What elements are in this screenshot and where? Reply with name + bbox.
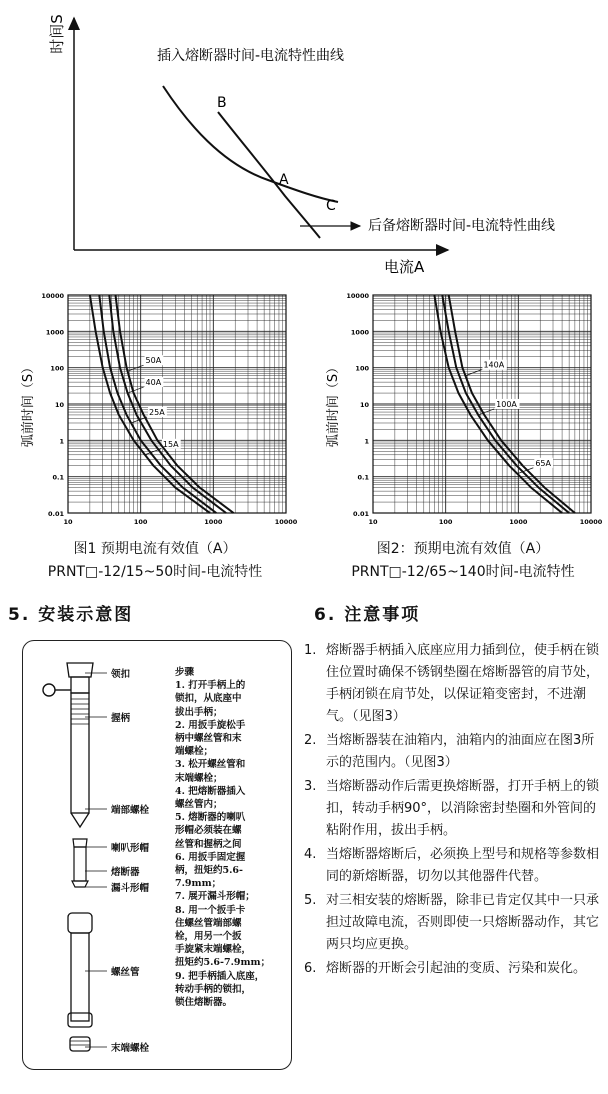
series-label: 25A [149, 407, 165, 417]
step-line: 拔出手柄； [175, 706, 223, 718]
part-label-fuse: 熔断器 [111, 867, 140, 878]
y-tick-label: 10000 [346, 292, 369, 300]
part-label-handle: 握柄 [111, 713, 131, 724]
y-tick-label: 0.01 [47, 510, 64, 518]
step-line: 锁住熔断器。 [175, 997, 233, 1009]
x-tick-label: 10000 [579, 518, 603, 526]
x-tick-label: 1000 [204, 518, 223, 526]
note-item [304, 958, 602, 980]
y-tick-label: 1000 [45, 328, 64, 337]
step-line: 4. 把熔断器插入 [175, 785, 246, 797]
series-label: 65A [535, 458, 551, 468]
note-number: 5. [304, 893, 317, 908]
note-text: 熔断器手柄插入底座应用力插到位，使手柄在锁住位置时确保不锈钢垫圈在熔断器管的肩节处，手柄闭锁在肩节处，以保证箱变密封，不进潮气。（见图3） [326, 643, 600, 724]
steps-heading: 步骤 [175, 667, 195, 678]
step-line: 柄中螺丝管和末 [175, 733, 242, 745]
step-line: 3. 松开螺丝管和 [175, 759, 246, 771]
schematic-y-label: 时间S [48, 14, 66, 54]
x-tick-label: 100 [438, 518, 453, 526]
y-tick-label: 10 [54, 401, 64, 409]
step-line: 端螺栓； [175, 746, 214, 758]
step-line: 8. 用一个扳手卡 [175, 904, 246, 916]
note-text: 熔断器的开断会引起油的变质、污染和炭化。 [326, 961, 587, 976]
y-tick-label: 0.1 [52, 473, 64, 482]
step-line: 7.9mm； [175, 878, 222, 890]
step-line: 锁扣，从底座中 [175, 693, 242, 705]
part-label-latch: 领扣 [111, 669, 131, 680]
chart-grid [373, 295, 591, 513]
note-item [304, 844, 602, 888]
note-text: 当熔断器装在油箱内，油箱内的油面应在图3所示的范围内。（见图3） [326, 733, 595, 770]
series-label: 15A [162, 439, 179, 449]
backup-curve-label: 后备熔断器时间-电流特性曲线 [368, 218, 556, 234]
step-line: 末端螺栓； [175, 772, 223, 784]
x-tick-label: 10000 [274, 518, 298, 526]
step-line: 手旋紧末端螺栓， [175, 944, 252, 956]
step-line: 转动手柄的锁扣， [175, 983, 252, 995]
step-line: 住螺丝管端部螺 [175, 917, 242, 929]
x-tick-label: 100 [133, 518, 148, 526]
schematic-diagram [0, 0, 608, 285]
note-number: 2. [304, 733, 317, 748]
series-label-leader [128, 365, 144, 371]
note-number: 4. [304, 847, 317, 862]
note-text: 对三相安装的熔断器，除非已肯定仅其中一只承担过故障电流，否则即使一只熔断器动作，其它两只均应更换。 [326, 893, 600, 952]
chart-2-caption-line2: PRNT□-12/65~140时间-电流特性 [351, 564, 575, 580]
series-label-leader [128, 387, 144, 393]
note-item [304, 640, 602, 728]
series-label: 50A [145, 356, 162, 366]
part-label-end-bolt-top: 端部螺栓 [111, 805, 150, 816]
note-item [304, 890, 602, 956]
note-text: 当熔断器动作后需更换熔断器，打开手柄上的锁扣，转动手柄90°，以消除密封垫圈和外管间的粘附作用，拔出手柄。 [326, 779, 600, 838]
step-line: 6. 用扳手固定握 [175, 851, 246, 863]
part-label-screw-tube: 螺丝管 [111, 967, 140, 978]
x-tick-label: 10 [368, 518, 378, 526]
x-tick-label: 1000 [509, 518, 528, 526]
schematic-x-label: 电流A [384, 258, 425, 276]
leader-lines [23, 641, 123, 1069]
step-line: 丝管和握柄之间 [175, 838, 242, 850]
y-tick-label: 0.01 [352, 510, 369, 518]
notes-section-title: 6. 注意事项 [314, 605, 421, 625]
step-line: 9. 把手柄插入底座， [175, 970, 265, 982]
y-tick-label: 100 [355, 364, 369, 373]
part-label-funnel-cap: 漏斗形帽 [111, 883, 150, 894]
step-line: 扭矩约5.6-7.9mm； [175, 957, 271, 969]
step-line: 7. 展开漏斗形帽； [175, 891, 255, 903]
step-line: 1. 打开手柄上的 [175, 680, 246, 692]
note-item [304, 730, 602, 774]
point-c-label: C [326, 198, 336, 214]
step-line: 螺丝管内； [175, 799, 223, 811]
chart-1-caption-line1: 图1 预期电流有效值（A） [73, 541, 237, 557]
note-number: 3. [304, 779, 317, 794]
part-label-end-bolt: 末端螺栓 [111, 1043, 150, 1054]
step-line: 柄，扭矩约5.6- [175, 865, 243, 877]
chart-2-caption-line1: 图2：预期电流有效值（A） [376, 541, 550, 557]
part-label-trumpet-cap: 喇叭形帽 [111, 843, 150, 854]
series-label: 100A [496, 399, 517, 409]
install-steps [175, 666, 287, 1009]
chart-grid [68, 295, 286, 513]
point-b-label: B [217, 95, 227, 111]
step-line: 2. 用扳手旋松手 [175, 719, 246, 731]
chart-1 [0, 285, 300, 535]
chart-2 [305, 285, 605, 535]
y-tick-label: 1 [364, 437, 369, 446]
notes-list [304, 640, 602, 982]
x-tick-label: 10 [63, 518, 73, 526]
install-diagram-box [22, 640, 292, 1070]
y-tick-label: 1 [59, 437, 64, 446]
y-axis-title: 弧前时间（S） [21, 360, 36, 448]
step-line: 5. 熔断器的喇叭 [175, 812, 246, 824]
backup-fuse-curve [218, 112, 320, 238]
note-number: 1. [304, 643, 317, 658]
plug-in-fuse-curve [163, 86, 338, 202]
series-label: 40A [145, 378, 162, 388]
y-axis-title: 弧前时间（S） [326, 360, 341, 448]
y-tick-label: 0.1 [357, 473, 369, 482]
y-tick-label: 10 [359, 401, 369, 409]
y-tick-label: 100 [50, 364, 64, 373]
chart-1-caption-line2: PRNT□-12/15~50时间-电流特性 [47, 564, 263, 580]
y-tick-label: 1000 [350, 328, 369, 337]
y-tick-label: 10000 [41, 292, 64, 300]
series-label: 140A [483, 360, 505, 370]
step-line: 形帽必须装在螺 [175, 825, 242, 837]
plug-in-curve-label: 插入熔断器时间-电流特性曲线 [157, 48, 345, 64]
note-item [304, 776, 602, 842]
series-label-leader [465, 370, 481, 376]
note-text: 当熔断器熔断后，必须换上型号和规格等参数相同的新熔断器，切勿以其他器件代替。 [326, 847, 600, 884]
step-line: 栓，用另一个扳 [175, 931, 242, 943]
point-a-label: A [279, 172, 289, 188]
note-number: 6. [304, 961, 317, 976]
install-section-title: 5. 安装示意图 [8, 605, 134, 625]
